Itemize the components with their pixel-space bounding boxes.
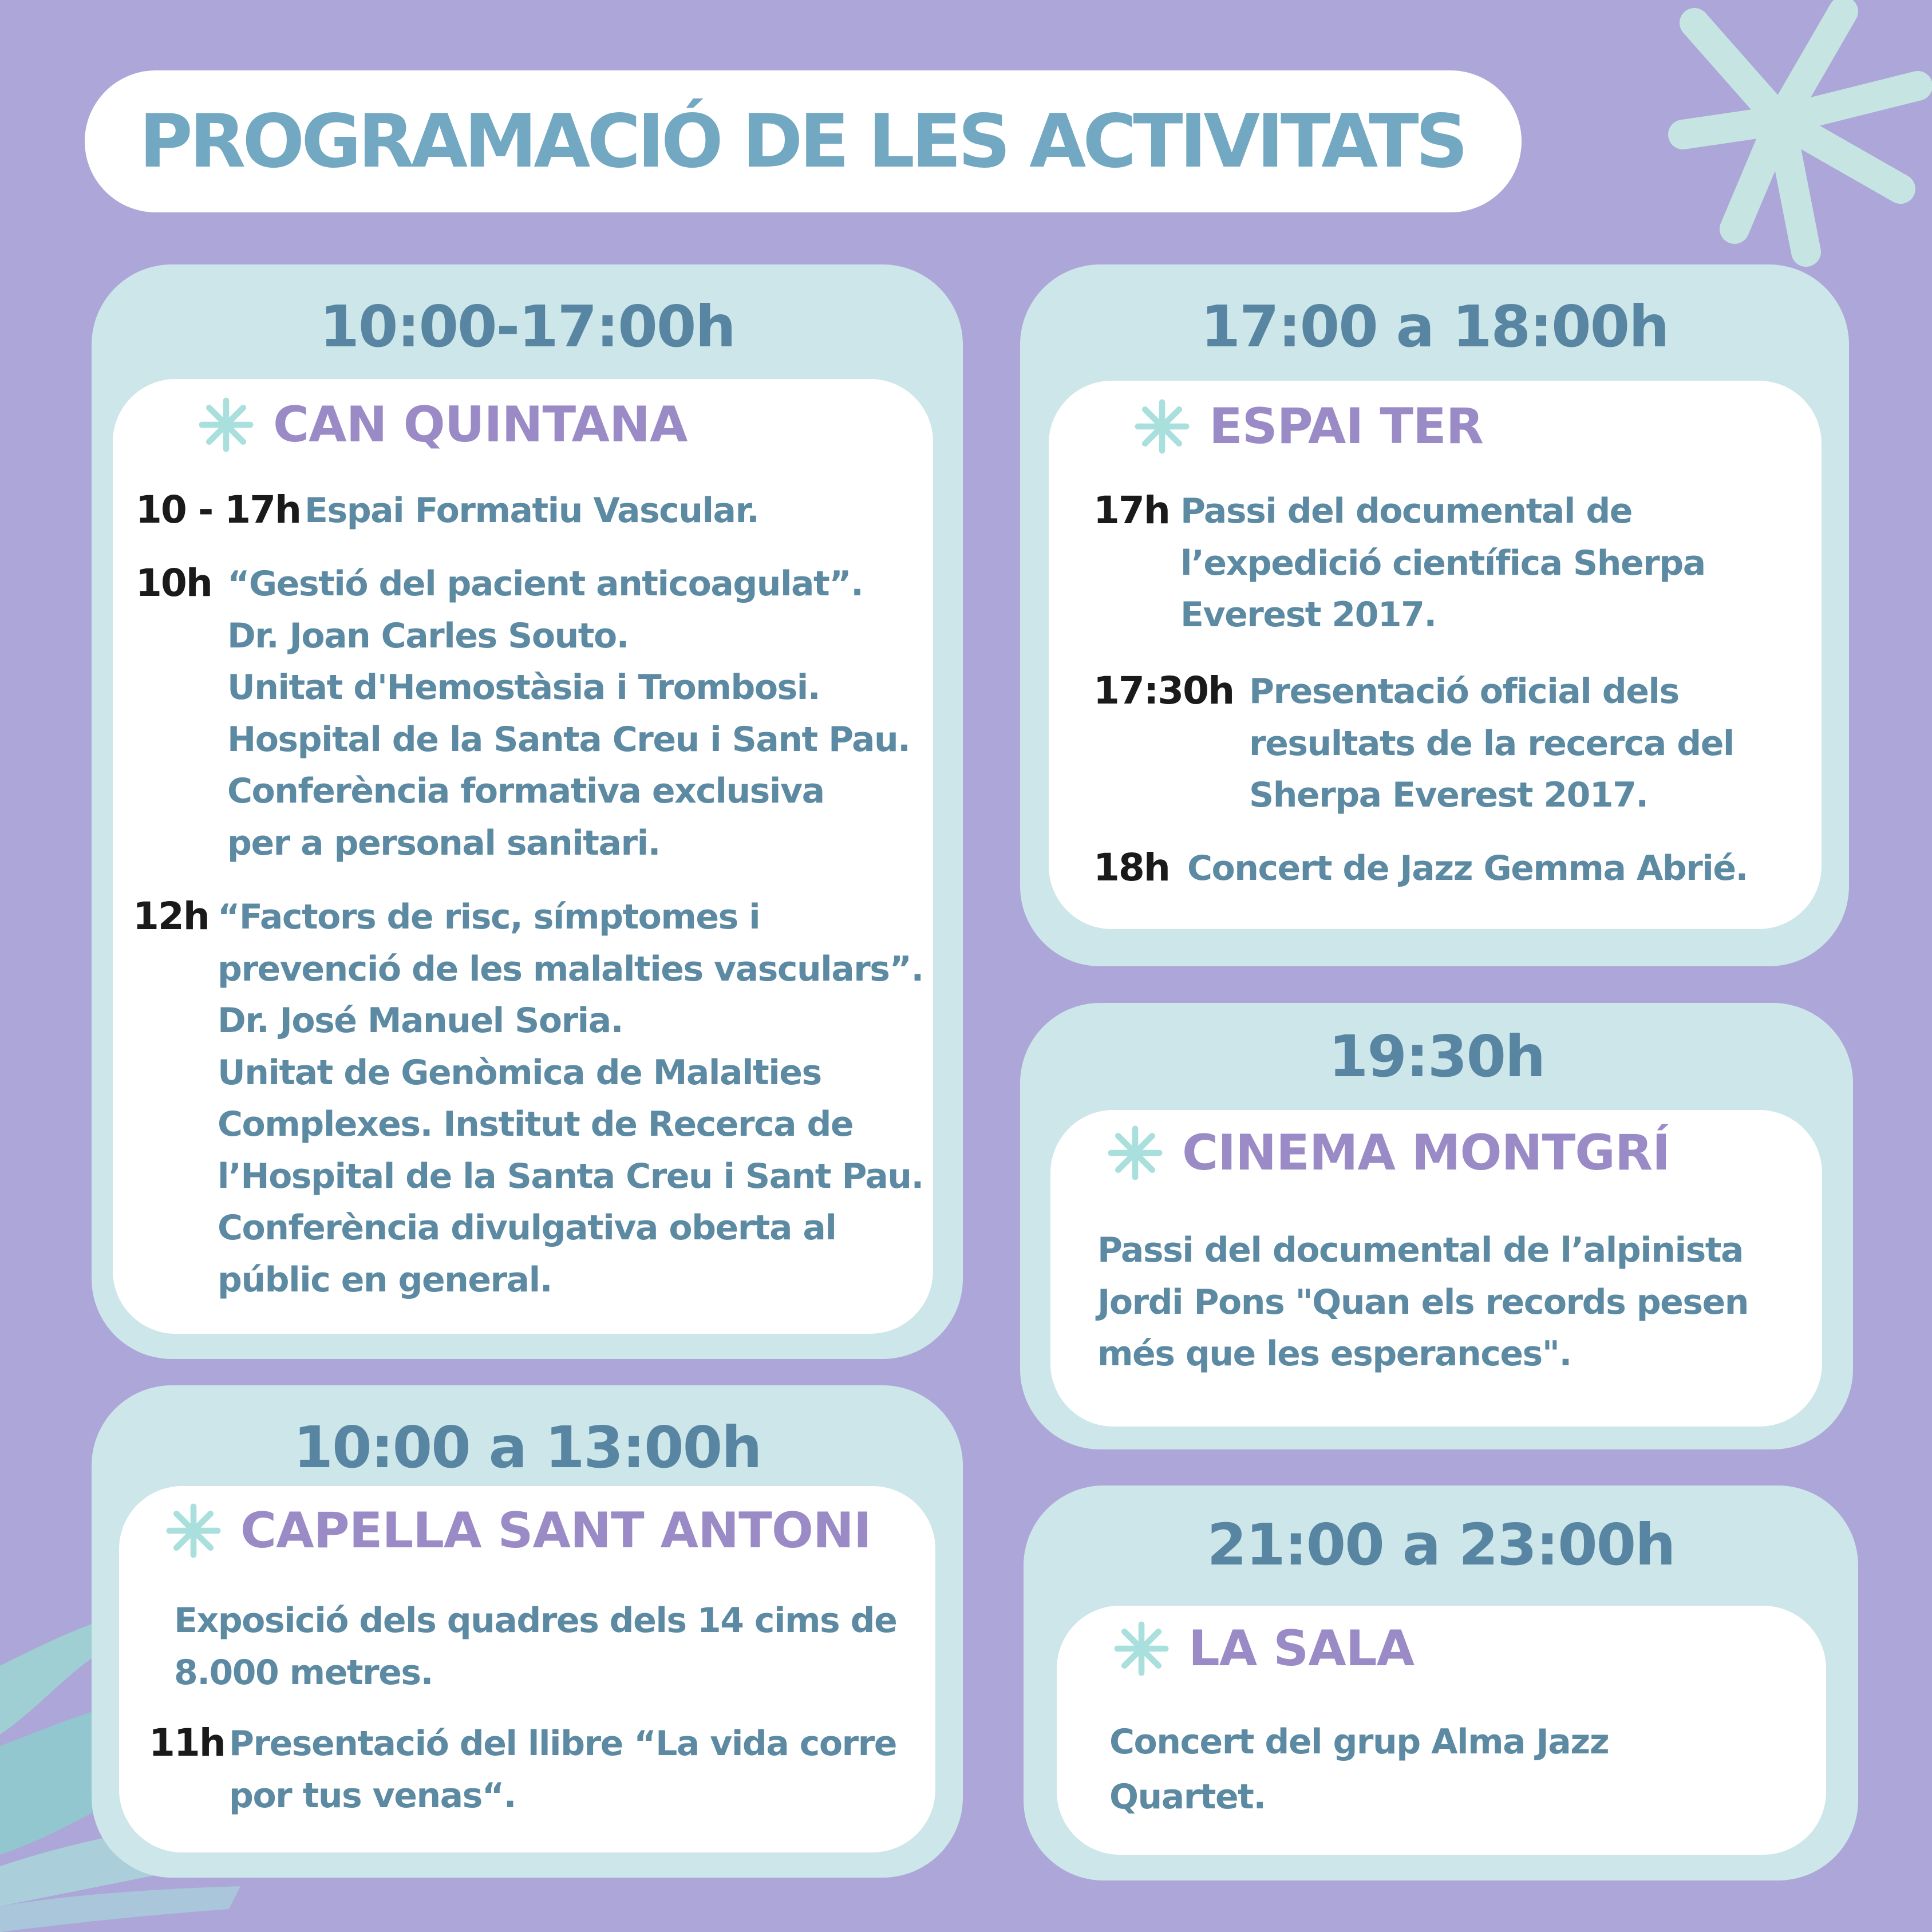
schedule-block-capella — [92, 1385, 963, 1878]
activity-description: Passi del documental de l’expedició científica Sherpa Everest 2017. — [1180, 491, 1705, 635]
activity-description: “Gestió del pacient anticoagulat”. Dr. Joan Carles Souto. Unitat d'Hemostàsia i Trombosi. Hospital de la Santa Creu i Sant Pau. Conferència formativa exclusiva per a personal sanitari. — [227, 564, 910, 863]
activity-hour: 17h — [1093, 488, 1170, 532]
asterisk-icon — [199, 397, 254, 452]
activity-description: “Factors de risc, símptomes i prevenció de les malalties vasculars”. Dr. José Manuel Soria. Unitat de Genòmica de Malalties Complexes. Institut de Recerca de l’Hospital de la Santa Creu i Sant Pau. Conferència divulgativa oberta al públic en general. — [218, 897, 923, 1300]
venue-name: CINEMA MONTGRÍ — [1182, 1124, 1670, 1182]
concert-description: Concert del grup Alma Jazz Quartet. — [1109, 1722, 1609, 1817]
venue-name: CAPELLA SANT ANTONI — [240, 1502, 871, 1559]
activity-description: Concert de Jazz Gemma Abrié. — [1187, 848, 1748, 888]
time-slot: 10:00 a 13:00h — [293, 1414, 761, 1481]
activity-description: Espai Formatiu Vascular. — [305, 491, 759, 531]
schedule-block-espai-ter — [1020, 264, 1849, 966]
activity-description: Presentació oficial dels resultats de la recerca del Sherpa Everest 2017. — [1249, 671, 1734, 815]
star-decoration-icon — [1649, 0, 1932, 275]
activity-hour: 10 - 17h — [136, 488, 301, 532]
venue-heading — [1108, 1124, 1670, 1182]
schedule-block-cinema — [1020, 1003, 1853, 1449]
venue-card — [1057, 1606, 1826, 1855]
activity-hour: 17:30h — [1093, 669, 1234, 713]
venue-card — [119, 1486, 935, 1852]
schedule-block-la-sala — [1024, 1485, 1858, 1880]
activity-hour: 12h — [133, 894, 209, 938]
venue-heading — [1135, 398, 1483, 455]
asterisk-icon — [1114, 1621, 1169, 1676]
asterisk-icon — [1108, 1125, 1163, 1180]
exhibition-description: Exposició dels quadres dels 14 cims de 8.000 metres. — [174, 1601, 897, 1693]
activity-hour: 11h — [149, 1721, 225, 1765]
asterisk-icon — [166, 1503, 221, 1558]
venue-card — [1049, 381, 1822, 929]
activity-hour: 10h — [136, 561, 212, 605]
venue-name: CAN QUINTANA — [273, 396, 688, 453]
venue-card — [1050, 1110, 1822, 1427]
time-slot: 19:30h — [1328, 1023, 1545, 1090]
activity-description: Presentació del llibre “La vida corre por tus venas“. — [229, 1724, 896, 1816]
venue-heading — [166, 1502, 871, 1559]
venue-card — [113, 379, 933, 1334]
time-slot: 17:00 a 18:00h — [1200, 293, 1669, 360]
venue-name: LA SALA — [1188, 1620, 1415, 1677]
schedule-block-can-quintana — [92, 264, 963, 1359]
venue-heading — [199, 396, 688, 453]
screening-description: Passi del documental de l’alpinista Jordi Pons "Quan els records pesen més que les esperances". — [1097, 1230, 1748, 1374]
venue-heading — [1114, 1620, 1414, 1677]
asterisk-icon — [1135, 399, 1190, 454]
activity-hour: 18h — [1093, 846, 1170, 890]
page-title: PROGRAMACIÓ DE LES ACTIVITATS — [139, 98, 1465, 184]
venue-name: ESPAI TER — [1209, 398, 1483, 455]
time-slot: 10:00-17:00h — [319, 293, 735, 360]
title-banner — [85, 70, 1522, 212]
time-slot: 21:00 a 23:00h — [1207, 1511, 1675, 1578]
